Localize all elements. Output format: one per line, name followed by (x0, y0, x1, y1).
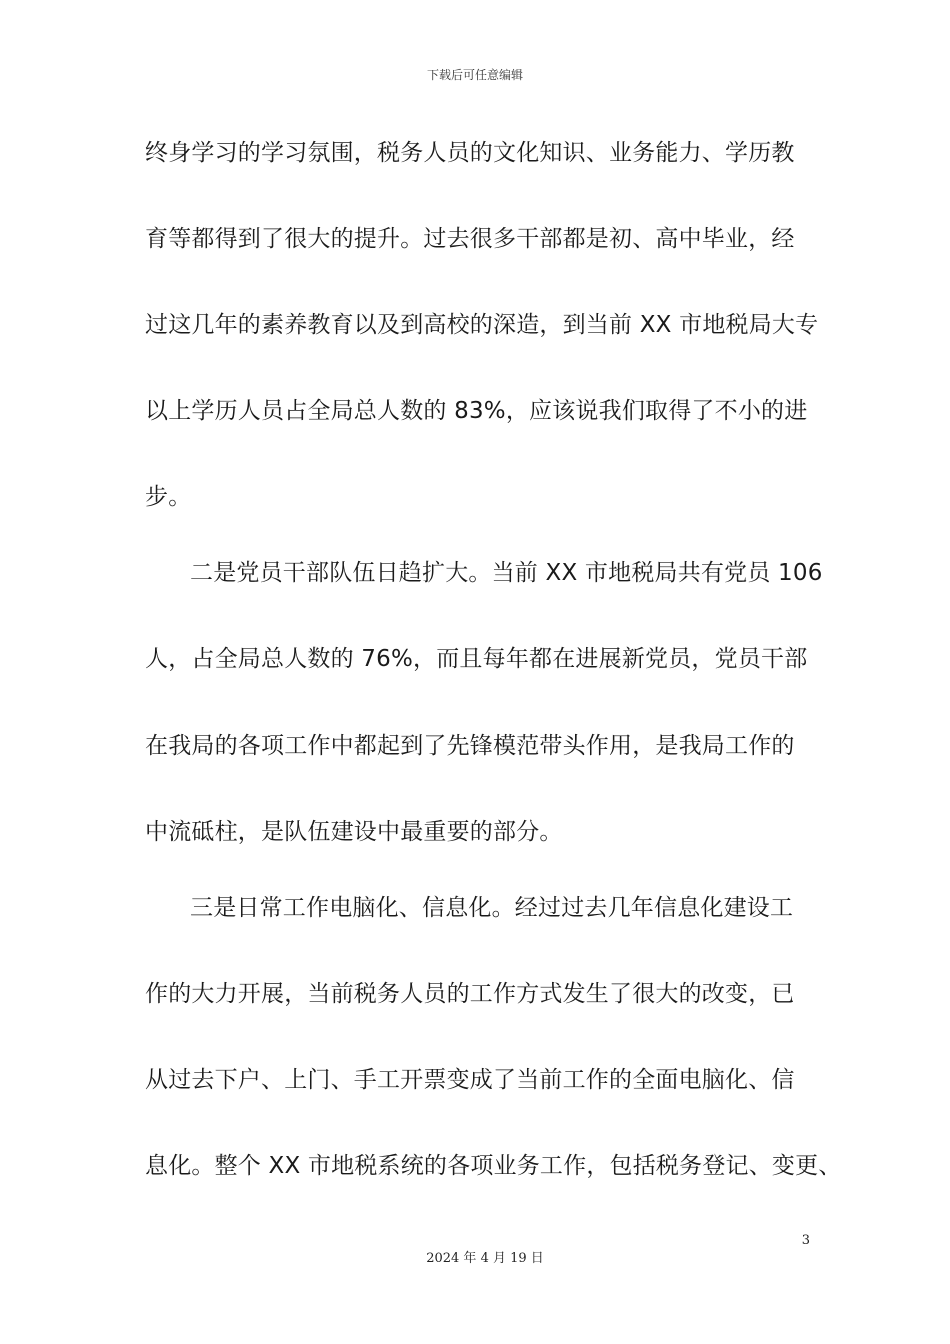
body-line: 过这几年的素养教育以及到高校的深造，到当前 XX 市地税局大专 (145, 312, 819, 338)
body-line: 人，占全局总人数的 76%，而且每年都在进展新党员，党员干部 (145, 646, 808, 672)
body-line: 终身学习的学习氛围，税务人员的文化知识、业务能力、学历教 (145, 140, 795, 166)
body-line: 以上学历人员占全局总人数的 83%，应该说我们取得了不小的进 (145, 398, 808, 424)
page-number: 3 (801, 1233, 810, 1248)
page-header-note: 下载后可任意编辑 (426, 68, 523, 82)
body-line: 在我局的各项工作中都起到了先锋模范带头作用，是我局工作的 (145, 733, 795, 759)
body-line: 育等都得到了很大的提升。过去很多干部都是初、高中毕业，经 (145, 226, 795, 252)
body-line: 从过去下户、上门、手工开票变成了当前工作的全面电脑化、信 (145, 1067, 795, 1093)
paragraph-start-line: 三是日常工作电脑化、信息化。经过过去几年信息化建设工 (190, 895, 794, 921)
body-line: 息化。整个 XX 市地税系统的各项业务工作，包括税务登记、变更、 (145, 1153, 842, 1179)
paragraph-start-line: 二是党员干部队伍日趋扩大。当前 XX 市地税局共有党员 106 (190, 560, 823, 586)
body-line: 作的大力开展，当前税务人员的工作方式发生了很大的改变，已 (145, 981, 795, 1007)
body-line: 中流砥柱，是队伍建设中最重要的部分。 (145, 819, 563, 845)
body-line: 步。 (145, 484, 192, 510)
footer-date: 2024 年 4 月 19 日 (426, 1251, 544, 1266)
